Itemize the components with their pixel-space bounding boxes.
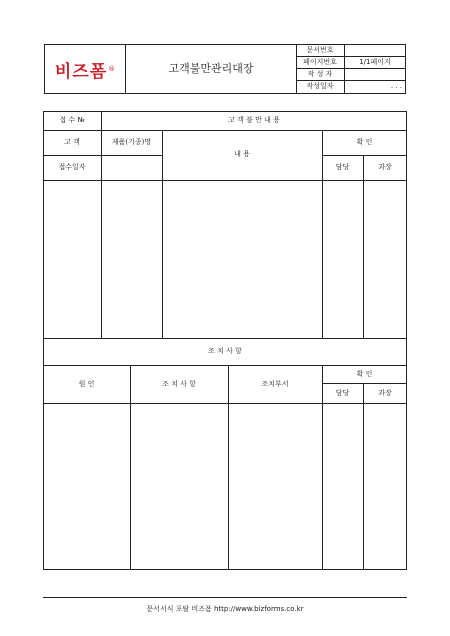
action-manager-label: 담당	[335, 389, 350, 397]
meta-value[interactable]: 1/1페이지	[359, 58, 391, 66]
meta-label: 작성일자	[306, 82, 334, 90]
document-title: 고객불만관리대장	[168, 62, 254, 75]
meta-label: 페이지번호	[303, 58, 337, 66]
bizforms-logo	[44, 44, 126, 94]
receipt-date-label: 접수일자	[58, 163, 86, 171]
registered-mark: ®	[108, 65, 116, 73]
action-section-title: 조 치 사 항	[208, 347, 242, 355]
receipt-entry-cell[interactable]	[44, 181, 101, 338]
department-entry-cell[interactable]	[229, 404, 322, 569]
row-line	[43, 155, 163, 156]
action-chief-label: 과장	[378, 389, 392, 397]
product-name-label: 제품(기종)명	[111, 138, 152, 146]
department-label: 조치부서	[261, 380, 289, 388]
receipt-number-label: 접 수 №	[59, 116, 85, 124]
cause-label: 원 인	[78, 380, 95, 388]
manager-label: 담당	[335, 163, 350, 171]
cause-entry-cell[interactable]	[44, 404, 130, 569]
row-line	[43, 365, 407, 366]
row-line	[322, 383, 407, 384]
footer-rule	[43, 597, 407, 598]
confirm-label: 확 인	[356, 138, 373, 146]
content-entry-cell[interactable]	[163, 181, 322, 338]
manager-signature-cell[interactable]	[323, 181, 363, 338]
action-label: 조 치 사 항	[162, 380, 196, 388]
footer-text: 문서서식 포탈 비즈폼 http://www.bizforms.co.kr	[146, 605, 304, 613]
meta-label: 문서번호	[306, 46, 334, 54]
header-row-line	[296, 56, 406, 57]
chief-label: 과장	[378, 163, 392, 171]
logo-text: 비즈폼	[54, 61, 108, 82]
content-label: 내 용	[234, 150, 250, 158]
chief-signature-cell[interactable]	[364, 181, 406, 338]
row-line	[43, 338, 407, 339]
meta-value[interactable]: . . .	[390, 82, 402, 90]
customer-label: 고 객	[64, 138, 80, 146]
product-entry-cell[interactable]	[102, 181, 162, 338]
row-line	[43, 130, 407, 131]
action-chief-signature-cell[interactable]	[364, 404, 406, 569]
header-row-line	[296, 68, 406, 69]
meta-label: 작 성 자	[307, 70, 333, 78]
complaint-section-title: 고 객 불 만 내 용	[228, 116, 280, 124]
action-manager-signature-cell[interactable]	[323, 404, 363, 569]
row-line	[322, 155, 407, 156]
action-confirm-label: 확 인	[356, 370, 373, 378]
header-row-line	[296, 80, 406, 81]
action-entry-cell[interactable]	[131, 404, 228, 569]
